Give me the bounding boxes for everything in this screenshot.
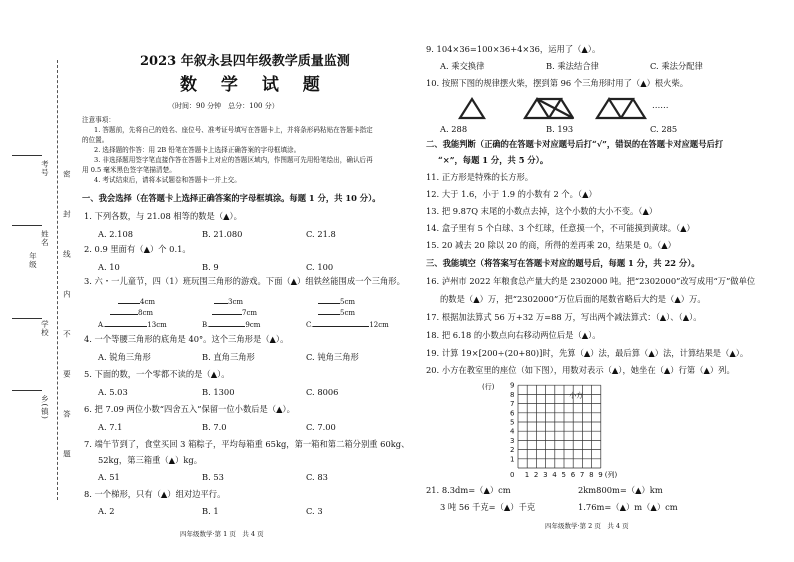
question-15: 15. 20 减去 20 除以 20 的商，所得的差再乘 20，结果是 0。（▲） <box>426 240 676 250</box>
question-21-c: 3 吨 56 千克=（▲）千克 <box>440 502 536 512</box>
col-tick-label: 9 <box>598 471 603 479</box>
notes-line: 4. 考试结束后，请将本试题卷和答题卡一并上交。 <box>94 176 241 184</box>
question-11: 11. 正方形是特殊的长方形。 <box>426 172 534 182</box>
question-18: 18. 把 6.18 的小数点向右移动两位后是（▲）。 <box>426 330 601 340</box>
page-footer-left: 四年级数学·第 1 页 共 4 页 <box>180 530 264 538</box>
seal-char: 不 <box>62 330 72 339</box>
question-13: 13. 把 9.87Q 末尾的小数点去掉，这个小数的大小不变。（▲） <box>426 206 658 216</box>
seal-char: 要 <box>62 370 72 379</box>
row-tick-label: 5 <box>510 418 515 427</box>
option-b: B. 乘法结合律 <box>546 61 599 71</box>
option-a: A. 5.03 <box>98 387 128 397</box>
question-21-a: 21. 8.3dm=（▲）cm <box>426 485 511 495</box>
q3-c-segment-3: C. 12cm <box>306 318 389 330</box>
col-tick-label: 2 <box>533 471 539 479</box>
option-a: A. 7.1 <box>98 422 123 432</box>
question-16-cont: 的数是（▲）万，把“2302000”万位后面的尾数省略后大约是（▲）万。 <box>440 294 706 304</box>
option-a: A. 288 <box>440 124 468 134</box>
q3-b-segment-3: B. 9cm <box>202 318 260 330</box>
option-a: A. 51 <box>98 472 120 482</box>
option-c: C. 乘法分配律 <box>650 61 703 71</box>
option-a: A. 2 <box>98 506 115 516</box>
matchstick-triangle-3 <box>597 99 645 118</box>
col-tick-label: 7 <box>579 471 585 479</box>
field-line <box>12 390 42 391</box>
option-b: B. 193 <box>546 124 574 134</box>
q3-b-segment-2: 7cm <box>212 306 257 318</box>
question-10: 10. 按照下图的规律摆火柴，摆到第 96 个三角形时用了（▲）根火柴。 <box>426 78 689 88</box>
question-9: 9. 104×36=100×36+4×36，运用了（▲）。 <box>426 44 601 54</box>
page-footer-right: 四年级数学·第 2 页 共 4 页 <box>545 522 629 530</box>
seal-char: 线 <box>62 250 72 259</box>
col-tick-label: 6 <box>570 471 576 479</box>
option-b: B. 1300 <box>202 387 235 397</box>
q3-c-segment-2: 5cm <box>318 306 355 318</box>
question-4: 4. 一个等腰三角形的底角是 40°。这个三角形是（▲）。 <box>84 334 289 344</box>
seal-line <box>57 60 58 500</box>
question-14: 14. 盒子里有 5 个白球、3 个红球，任意摸一个，不可能摸到黄球。（▲） <box>426 223 695 233</box>
origin-label: 0 <box>510 471 515 479</box>
row-tick-label: 8 <box>510 390 515 399</box>
section-1-heading: 一、我会选择（在答题卡上选择正确答案的字母框填涂。每题 1 分，共 10 分）。 <box>82 193 381 203</box>
exam-time: （时间：90 分钟 总分：100 分） <box>168 102 279 110</box>
option-b: B. 直角三角形 <box>202 352 255 362</box>
col-tick-label: 8 <box>589 471 594 479</box>
row-tick-label: 4 <box>510 427 515 436</box>
notes-line: 2. 选择题的作答：用 2B 铅笔在答题卡上选择正确答案的字母框填涂。 <box>94 146 301 154</box>
option-a: A. 锐角三角形 <box>98 352 151 362</box>
notes-line: 1. 答题前，先将自己的姓名、座位号、准考证号填写在答题卡上，并将条形码粘贴在答题卡指定 <box>94 126 373 134</box>
section-3-heading: 三、我能填空（将答案写在答题卡对应的题号后，每题 1 分，共 22 分）。 <box>426 258 700 268</box>
exam-title: 2023 年叙永县四年级教学质量监测 <box>140 54 350 69</box>
option-b: B. 21.080 <box>202 229 243 239</box>
question-7: 7. 端午节到了，食堂买回 3 箱粽子，平均每箱重 65kg，第一箱和第二箱分别重 60kg、 <box>84 439 410 449</box>
option-c: C. 钝角三角形 <box>306 352 359 362</box>
row-tick-label: 1 <box>510 455 515 464</box>
question-1: 1. 下列各数，与 21.08 相等的数是（▲）。 <box>84 211 242 221</box>
option-c: C. 100 <box>306 262 334 272</box>
field-label-grade: 年级 <box>28 252 38 269</box>
option-c: C. 7.00 <box>306 422 336 432</box>
option-a: A. 2.108 <box>98 229 134 239</box>
row-tick-label: 7 <box>510 400 515 409</box>
option-a: A. 10 <box>98 262 120 272</box>
seal-char: 内 <box>62 290 72 299</box>
option-b: B. 7.0 <box>202 422 227 432</box>
row-tick-label: 9 <box>510 382 515 390</box>
notes-heading: 注意事项： <box>82 116 115 124</box>
notes-line: 用 0.5 毫米黑色签字笔描清楚。 <box>82 166 176 174</box>
question-20: 20. 小方在教室里的座位（如下图），用数对表示（▲），她坐在（▲）行第（▲）列。 <box>426 365 735 375</box>
question-2: 2. 0.9 里面有（▲）个 0.1。 <box>84 244 191 254</box>
col-tick-label: 4 <box>552 471 557 479</box>
field-label-exam-number: 考号 <box>40 160 50 177</box>
q3-a-segment-2: 8cm <box>110 306 153 318</box>
option-b: B. 1 <box>202 506 219 516</box>
question-8: 8. 一个梯形，只有（▲）组对边平行。 <box>84 489 226 499</box>
question-12: 12. 大于 1.6，小于 1.9 的小数有 2 个。（▲） <box>426 189 597 199</box>
option-c: C. 3 <box>306 506 323 516</box>
col-tick-label: 5 <box>561 471 566 479</box>
question-3: 3. 六・一儿童节，四（1）班玩围三角形的游戏。下面（▲）组铁丝能围成一个三角形。 <box>84 276 405 286</box>
question-19: 19. 计算 19×[200÷(20+80)]时，先算（▲）法，最后算（▲）法，计算结果是（▲）。 <box>426 348 749 358</box>
row-tick-label: 2 <box>510 446 515 455</box>
field-line <box>12 155 42 156</box>
col-tick-label: 1 <box>524 471 530 479</box>
option-c: C. 83 <box>306 472 328 482</box>
question-16: 16. 泸州市 2022 年粮食总产量大约是 2302000 吨。把“2302000”改写成用“万”做单位 <box>426 276 756 286</box>
question-17: 17. 根据加法算式 56 万+32 万=88 万，写出两个减法算式：（▲）、（▲）。 <box>426 312 702 322</box>
seal-char: 题 <box>62 450 72 459</box>
seat-grid <box>470 382 620 480</box>
question-5: 5. 下面的数，一个零都不读的是（▲）。 <box>84 369 230 379</box>
question-21-b: 2km800m=（▲）km <box>578 485 663 495</box>
matchstick-figures <box>455 93 655 123</box>
matchstick-triangle-1 <box>460 99 484 118</box>
seat-label-xiaofang: 小方 <box>569 391 584 400</box>
col-axis-label: (列) <box>604 471 618 479</box>
col-tick-label: 3 <box>543 471 548 479</box>
row-axis-label: (行) <box>482 383 495 392</box>
field-label-town: 乡(镇) <box>40 395 50 420</box>
notes-line: 3. 非选择题用签字笔直接作答在答题卡上对应的答题区域内，作图题可先用铅笔绘出，确认后再 <box>94 156 373 164</box>
option-c: C. 21.8 <box>306 229 336 239</box>
question-6: 6. 把 7.09 两位小数“四舍五入”保留一位小数后是（▲）。 <box>84 404 295 414</box>
option-c: C. 285 <box>650 124 678 134</box>
binding-margin <box>0 0 72 562</box>
exam-subtitle: 数 学 试 题 <box>180 75 329 95</box>
section-2-heading-cont: “×”，每题 1 分，共 5 分）。 <box>438 155 549 165</box>
section-2-heading: 二、我能判断（正确的在答题卡对应题号后打“√”，错误的在答题卡对应题号后打 <box>426 139 724 149</box>
field-line <box>12 318 42 319</box>
q3-a-segment-1: 4cm <box>118 295 155 307</box>
row-tick-label: 6 <box>510 409 515 418</box>
q3-a-segment-3: A. 13cm <box>98 318 167 330</box>
option-c: C. 8006 <box>306 387 339 397</box>
question-21-d: 1.76m=（▲）m（▲）cm <box>578 502 678 512</box>
q3-c-segment-1: 5cm <box>318 295 355 307</box>
q3-b-segment-1: 3cm <box>214 295 243 307</box>
option-b: B. 9 <box>202 262 219 272</box>
option-b: B. 53 <box>202 472 224 482</box>
field-label-school: 学校 <box>40 320 50 337</box>
field-line <box>12 225 42 226</box>
seal-char: 封 <box>62 210 72 219</box>
row-tick-label: 3 <box>510 436 515 445</box>
ellipsis: …… <box>652 100 669 110</box>
option-a: A. 乘交换律 <box>440 61 485 71</box>
seal-char: 密 <box>62 170 72 179</box>
notes-line: 的位置。 <box>82 136 109 144</box>
seal-char: 答 <box>62 410 72 419</box>
field-label-name: 姓名 <box>40 230 50 247</box>
question-7-cont: 52kg，第三箱重（▲）kg。 <box>98 455 202 465</box>
